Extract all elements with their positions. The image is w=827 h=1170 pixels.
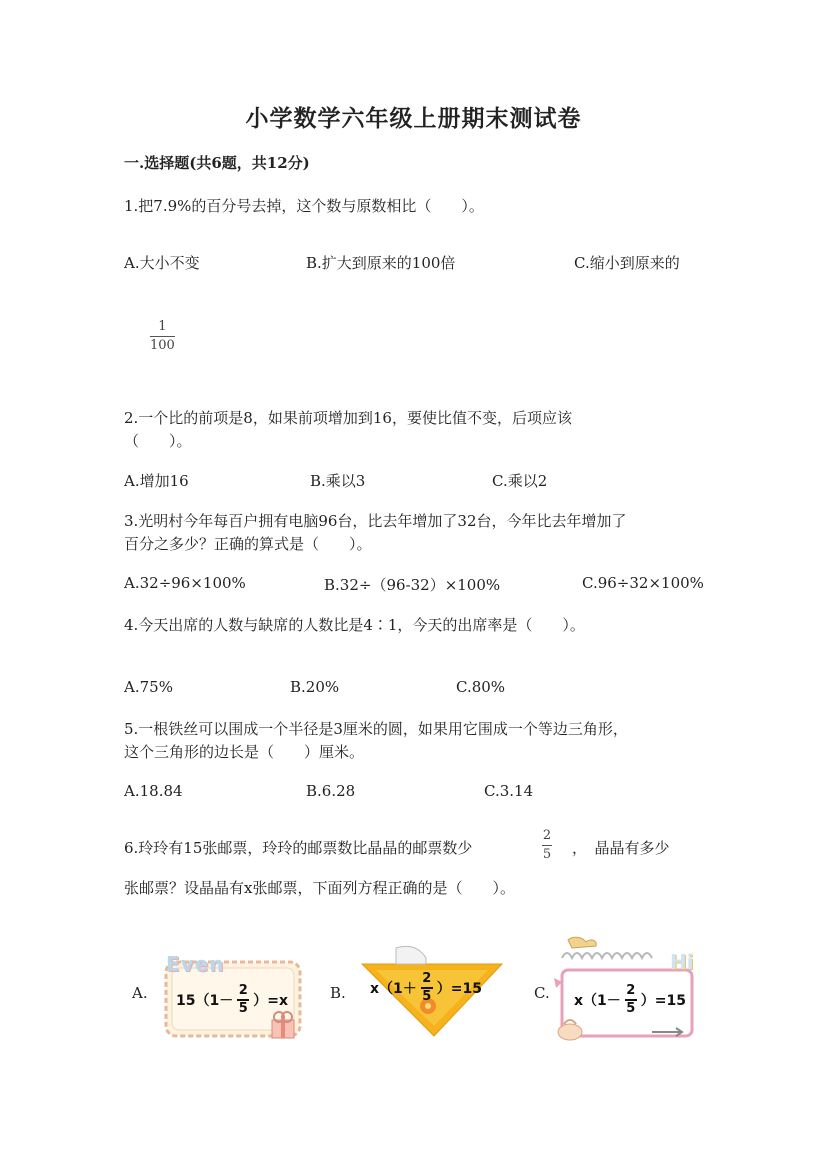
fraction-numerator: 2 [542,828,552,843]
fraction-bar [150,336,175,337]
question-3-line2: 百分之多少？正确的算式是（ ）。 [124,535,372,553]
q5-option-a[interactable]: A.18.84 [124,782,183,800]
q5-option-c[interactable]: C.3.14 [484,782,534,800]
card-b-equation [370,972,482,1004]
fraction-numerator: 2 [238,983,248,998]
q6-card-b[interactable] [356,940,506,1038]
question-6-line2: 张邮票？设晶晶有x张邮票，下面列方程正确的是（ ）。 [124,879,515,897]
equation-fraction [421,972,433,1004]
q4-option-b[interactable]: B.20% [290,678,340,696]
q6-card-a[interactable] [160,950,305,1042]
question-4: 4.今天出席的人数与缺席的人数比是4∶1，今天的出席率是（ ）。 [124,616,585,634]
q3-option-b[interactable]: B.32÷（96-32）×100% [324,576,501,594]
card-a-equation [176,984,288,1016]
question-1: 1.把7.9%的百分号去掉，这个数与原数相比（ ）。 [124,197,484,215]
fraction-numerator: 1 [158,319,167,334]
q1-fraction [150,320,175,353]
question-5: 5.一根铁丝可以围成一个半径是3厘米的圆，如果用它围成一个等边三角形， [124,720,628,738]
q2-option-a[interactable]: A.增加16 [124,472,189,490]
q6-option-c[interactable]: C. [534,984,550,1002]
q3-option-a[interactable]: A.32÷96×100% [124,574,246,592]
card-c-equation [574,984,686,1016]
fraction-denominator: 5 [542,847,552,862]
q1-option-a[interactable]: A.大小不变 [124,254,200,272]
fraction-numerator: 2 [422,971,432,986]
equation-left: x（1＋ [370,981,417,997]
equation-left: 15（1－ [176,993,234,1009]
card-a-deco-text: Even [166,952,225,976]
equation-right: ）=15 [436,981,482,997]
question-6: 6.玲玲有15张邮票，玲玲的邮票数比晶晶的邮票数少 [124,839,473,857]
question-2-line2: （ ）。 [124,432,192,450]
section-heading: 一.选择题(共6题，共12分) [124,154,310,172]
q5-option-b[interactable]: B.6.28 [306,782,356,800]
q4-option-a[interactable]: A.75% [124,678,173,696]
equation-right: ）=x [253,993,288,1009]
question-2: 2.一个比的前项是8，如果前项增加到16，要使比值不变，后项应该 [124,409,572,427]
fraction-denominator: 5 [626,1001,636,1016]
card-c-deco-text: Hi [670,950,694,974]
q6-fraction [542,829,552,862]
page-title: 小学数学六年级上册期末测试卷 [245,105,582,132]
question-3: 3.光明村今年每百户拥有电脑96台，比去年增加了32台，今年比去年增加了 [124,512,627,530]
equation-fraction [625,984,637,1016]
q4-option-c[interactable]: C.80% [456,678,506,696]
fraction-denominator: 5 [422,989,432,1004]
question-6-tail: ， 晶晶有多少 [572,839,670,857]
equation-fraction [237,984,249,1016]
q1-option-c[interactable]: C.缩小到原来的 [574,254,680,272]
q6-option-a[interactable]: A. [132,984,148,1002]
q1-option-b[interactable]: B.扩大到原来的100倍 [306,254,456,272]
equation-left: x（1－ [574,993,621,1009]
q6-card-c[interactable] [552,936,702,1046]
q2-option-c[interactable]: C.乘以2 [492,472,548,490]
q2-option-b[interactable]: B.乘以3 [310,472,366,490]
question-5-line2: 这个三角形的边长是（ ）厘米。 [124,743,365,761]
fraction-bar [542,845,552,846]
fraction-denominator: 5 [238,1001,248,1016]
fraction-numerator: 2 [626,983,636,998]
q6-option-b[interactable]: B. [330,984,346,1002]
fraction-denominator: 100 [150,338,175,353]
q3-option-c[interactable]: C.96÷32×100% [582,574,704,592]
equation-right: ）=15 [640,993,686,1009]
